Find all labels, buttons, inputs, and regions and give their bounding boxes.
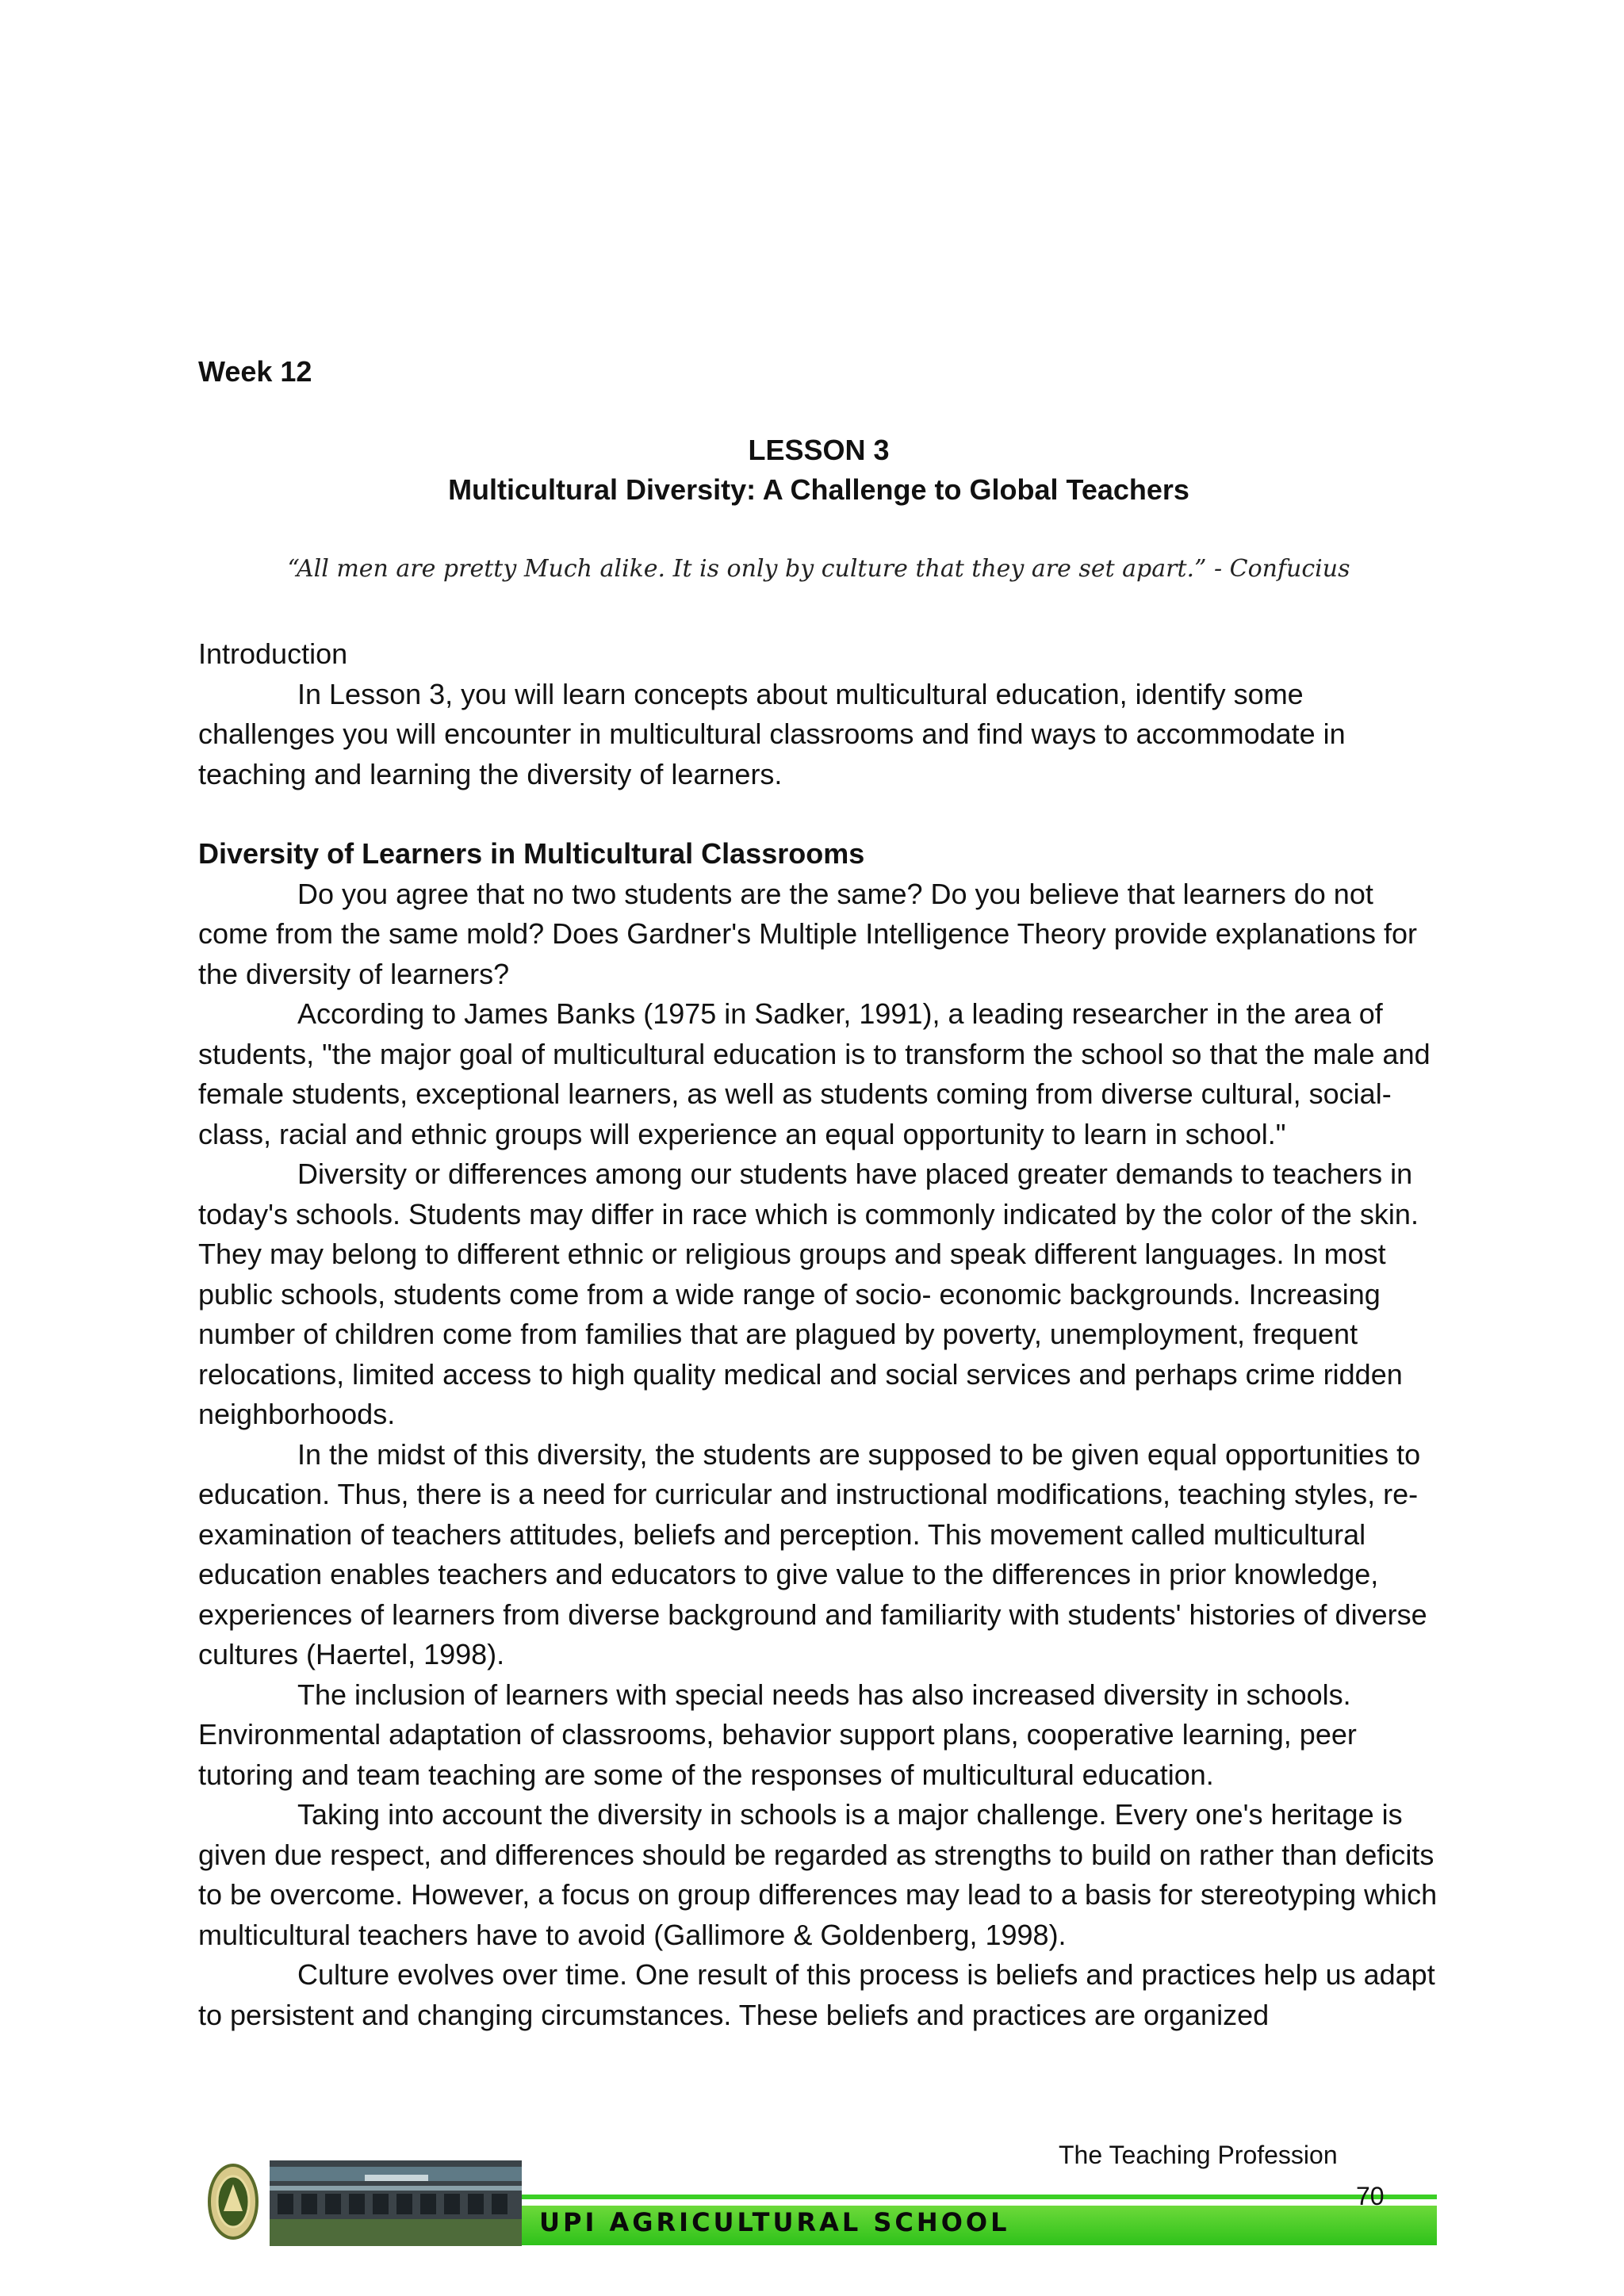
section-heading: Diversity of Learners in Multicultural Classrooms — [198, 837, 865, 870]
school-name: UPI AGRICULTURAL SCHOOL — [539, 2207, 1010, 2237]
page-number: 70 — [1356, 2182, 1385, 2210]
body-paragraph: Diversity or differences among our students have placed greater demands to teachers in today's schools. Students may differ in race which is commonly indicated by the color of the skin. They may belong to different ethnic or religious groups and speak different languages. In most public schools, students come from a wide range of socio- economic backgrounds. Increasing number of children come from families that are plagued by poverty, unemployment, frequent relocations, limited access to high quality medical and social services and perhaps crime ridden neighborhoods. — [198, 1158, 1419, 1430]
introduction-paragraph: In Lesson 3, you will learn concepts about multicultural education, identify some challenges you will encounter in multicultural classrooms and find ways to accommodate in teaching and learning the diversity of learners. — [198, 677, 1346, 790]
epigraph-quote: “All men are pretty Much alike. It is only by culture that they are set apart.” - Confucius — [287, 555, 1350, 583]
body-paragraph: The inclusion of learners with special needs has also increased diversity in schools. Environmental adaptation of classrooms, behavior support plans, cooperative learning, peer tutoring and team teaching are some of the responses of multicultural education. — [198, 1678, 1357, 1791]
body-paragraph: Do you agree that no two students are the same? Do you believe that learners do not come from the same mold? Does Gardner's Multiple Intelligence Theory provide explanations for the diversity of learners? — [198, 877, 1417, 990]
body-paragraph: Culture evolves over time. One result of this process is beliefs and practices help us adapt to persistent and changing circumstances. These beliefs and practices are organized — [198, 1958, 1435, 2031]
school-building-photo — [270, 2160, 522, 2246]
document-body — [198, 634, 1447, 2035]
week-label: Week 12 — [198, 355, 312, 388]
body-paragraph: Taking into account the diversity in schools is a major challenge. Every one's heritage is given due respect, and differences should be regarded as strengths to build on rather than deficits to be overcome. However, a focus on group differences may lead to a basis for stereotyping which multicultural teachers have to avoid (Gallimore & Goldenberg, 1998). — [198, 1798, 1438, 1951]
lesson-title: Multicultural Diversity: A Challenge to Global Teachers — [448, 473, 1189, 506]
lesson-label: LESSON 3 — [748, 434, 890, 466]
body-paragraph: According to James Banks (1975 in Sadker, 1991), a leading researcher in the area of students, "the major goal of multicultural education is to transform the school so that the male and female students, exceptional learners, as well as students coming from diverse cultural, social-class, racial and ethnic groups will experience an equal opportunity to learn in school." — [198, 997, 1431, 1150]
school-seal-icon — [208, 2162, 259, 2241]
introduction-heading: Introduction — [198, 637, 348, 670]
footer-book-title: The Teaching Profession — [1059, 2141, 1338, 2169]
body-paragraph: In the midst of this diversity, the students are supposed to be given equal opportunities to education. Thus, there is a need for curricular and instructional modifications, teaching styles, re-examination of teachers attitudes, beliefs and perception. This movement called multicultural education enables teachers and educators to give value to the differences in prior knowledge, experiences of learners from diverse background and familiarity with students' histories of diverse cultures (Haertel, 1998). — [198, 1437, 1427, 1670]
